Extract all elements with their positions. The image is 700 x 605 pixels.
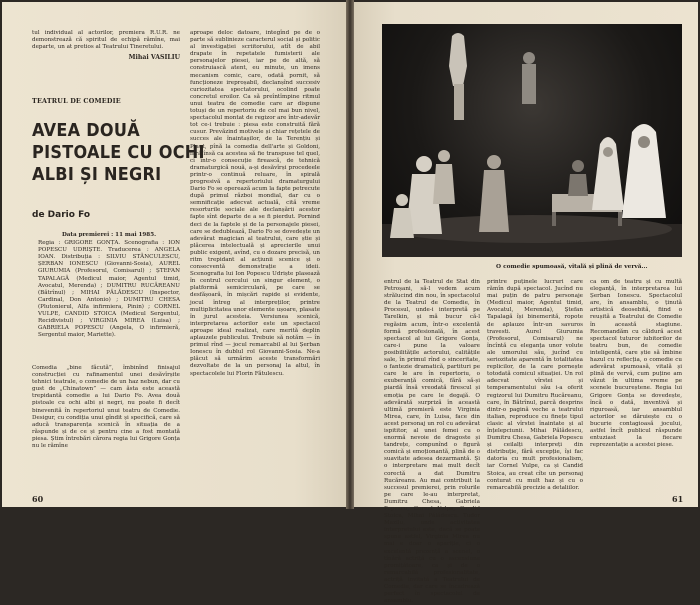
right-column-3 — [590, 279, 682, 491]
right-page — [354, 2, 698, 605]
credits-text: Regia : GRIGORE GONȚA. Scenografia : ION POPESCU UDRIȘTE. Traducerea : ANGELA IOAN. Distribuția : SILVIU STĂNCULESCU, ȘERBAN IONESCU (Giovanni-Sosia), AUREL GIURUMIA (Profesorul, Comisarul) ; ȘTEFAN TAPALAGĂ (Medicul maior, Agentul timid, Avocatul, Merenda) ; DUMITRU RUCĂREANU (Bătrînul) ; MIHAI PĂLĂDESCU (Inspector, Cardinal, Don Antonio) ; DUMITRU CHESA (Plutonierul, Alfa infirmiera, Pinin) ; CORNEL VULPE, CANDID STOICA (Medicul Sergentul, Recidivistul) ; VIRGINIA MIREA (Luisa) ; GABRIELA POPESCU (Angela, O infirmieră, Sergentul maior, Mariette). — [38, 240, 180, 339]
page-number-left: 60 — [32, 494, 44, 504]
title-line-2: PISTOALE CU OCHI — [32, 143, 205, 163]
right-col2-text: printre puținele lucruri care rămîn după spectacol. Jucînd nu mai puțin de patru personaje (Medicul maior, Agentul timid, Avocatul, Merenda), Ștefan Tapalagă își binemerită, ropote de aplauze într-un savuros travesti. Aurel Giurumia (Profesorul, Comisarul) ne încîntă cu eleganța unor volute ale umorului său, jucînd cu seriozitate aparentă în totalitatea replicilor, de la care pornește totodată comicul situației. Un rol adecvat vîrstei și temperamentului său i-a oferit regizorul lui Dumitru Rucăreanu, care, în Bătrînul, parcă desprins dintr-o pagină veche a teatrului italian, reproduce cu finețe tipul clasic al vîrstei înaintate și al înțelepciunii. Mihai Pălădescu, Dumitru Chesa, Gabriela Popescu și ceilalți interpreți din distribuție, fără excepție, își fac datoria cu mult profesionalism, iar Cornel Vulpe, ca și Candid Stoica, au creat cîte un personaj conturat cu mult haz și cu o remarcabilă precizie a detaliilor. — [487, 279, 583, 491]
right-column-1 — [384, 279, 480, 605]
right-col1-text: entrul de la Teatrul de Stat din Petroșani, să-l vedem acum strălucind din nou, în spectacolul de la Teatrul de Comedie, în Procesul, unde-i interpretă pe Tarelkin, și mă bucur că-l regăsim acum, într-o excelentă formă profesională, în acest spectacol al lui Grigore Gonța, care-i pune la valoare posibilitățile actorului, calitățile sale, în primul rînd o sinceritate, o fantezie dramatică, partituri pe care le are în repertoriu, o exuberanță comică, fără să-și piardă însă vreodată firescul și emoția pe care le degajă. O adevărată surpriză în această ultimă premieră este Virginia Mirea, care, în Luisa, face din acest personaj un rol cu adevărat ispititor, al unei femei cu o enormă nevoie de dragoste și tandrețe, compunînd o figură comică și emoționantă, plină de o suavitate adesea dezarmantă. Și o interpretare mai mult decît corectă a dat Dumitru Rucăreanu. Au mai contribuit la succesul premierei, prin rolurile pe care le-au interpretat, Dumitru Chesa, Gabriela Popescu, Cornel Vulpe, Candid Stoica, Mihai Pălădescu. Tudor Mazilu, unde activitatea interpretului este, dacă se poate spune astfel, Virginia Mirea nu mai e doar o apariție, ci o excelentă prezență a scenei, o tînără actriță cu o ascensiune promițătoare, ca și de o remarcabilă profesionalitate, actriță invitată a Teatrului de Comedie, dar care se încadrează perfect în spectacolul de ansamblu. — [384, 279, 480, 605]
body-text: Comedia „bine făcută”, îmbinînd finisajul construcției cu rafinamentul unei desăvîrșite tehnici teatrale, o comedie de un haz nebun, dar cu gust de „Chinatown” — cam ăsta este această trepidantă comedie a lui Dario Fo. Avea două pistoale cu ochi albi și negri, nu poate fi decît binevenită în repertoriul unui teatru de Comedie. Desigur, cu condiția unui gîndit și specifică, care să aducă transparența scenică în situația de a răspunde și de ce și pentru cine a fost montată piesa. Știm întrebări cărora regia lui Grigore Gonța nu le rămîne — [32, 365, 180, 450]
body-column-left — [32, 365, 180, 450]
stage-photo — [382, 24, 682, 257]
page-number-right: 61 — [672, 494, 684, 504]
intro-text: tul individual al actorilor, premiera R.U.R. ne demonstrează că spiritul de echipă rămîne, mai departe, un at pretios al Teatrului Tineretului. — [32, 30, 180, 51]
right-column-2 — [487, 279, 583, 491]
right-col3-text: ca om de teatru și cu multă eleganță, în interpretarea lui Șerban Ionescu. Spectacolul are, în ansamblu, o ținută artistică deosebită, fiind o reușită a Teatrului de Comedie în această stagiune. Recomandăm cu căldură acest spectacol tuturor iubitorilor de teatru bun, de comedie inteligentă, care știe să îmbine hazul cu reflecția, o comedie cu adevărat spumoasă, vitală și plină de vervă, cum puține am văzut în ultima vreme pe scenele bucureștene. Regia lui Grigore Gonța se dovedește, încă o dată, inventivă și riguroasă, iar ansamblul actorilor se dăruiește cu o bucurie contagioasă jocului, astfel încît publicul răspunde entuziast la fiecare reprezentație a acestei piese. — [590, 279, 682, 449]
title-line-1: AVEA DOUĂ — [32, 121, 140, 141]
body-column-right — [190, 30, 320, 478]
byline: de Dario Fo — [32, 210, 91, 220]
photo-caption: O comedie spumoasă, vitală și plină de vervă... — [496, 264, 648, 270]
stage-photo-illustration — [382, 24, 682, 257]
credits-block — [38, 232, 180, 339]
intro-signature: Mihai VASILIU — [128, 54, 180, 62]
intro-column — [32, 30, 180, 61]
title-line-3: ALBI ȘI NEGRI — [32, 165, 162, 185]
book-spine — [346, 0, 354, 509]
article-title — [32, 120, 205, 186]
premiere-date: Data premierei : 11 mai 1985. — [61, 232, 157, 238]
section-label: TEATRUL DE COMEDIE — [32, 97, 121, 105]
column-2-text: aproape deloc datoare, integînd pe de o parte să sublinieze caracterul social și politic al investigației scriitorului, atît de abil drapate în repetatele fumisterii ale personajelor piesei, iar pe de altă, să construiască atent, eu minute, un imens mecanism comic, care, odată pornit, să funcționeze ireproșabil, declanșînd succesiv curiozitatea spectatorului, ocolind poate concretul eroilor. Ca să preîntîmpine ritmul unui teatru de comedie care ar dispune totuși de un repertoriu de cel mai bun nivel, spectacolul montat de regizor are într-adevăr tot ce-i trebuie : piesa este construită fără cusur. Prevăzind motivele și chiar rețetele de succes ale înaintașilor, de la Terențiu și Plaut, pînă la comedia dell'arte și Goldoni, fără însă ca acestea să fie transpuse tel quel, ci într-o consecuție firească, de tehnică dramaturgică nouă, a-și desăvîrși procedeele printr-o continuă reluare, în spirală progresivă a repertoriului dramaturgului Dario Fo se operează acum la fapte petrecute după primul război mondial, dar cu o semnificație adecvat actuală, cită vreme resorturile sociale ale declanșării acestor fapte sînt departe de a se fi pierdut. Pornind deci de la faptele și de la personajele piesei, care se dedublează, Dario Fo se dovedește un adevărat magician al teatrului, care știe și plăcerea intelectuală și aprecierile unui public exigent, avînd, cu o dozare precisă, un ritm trepidant al acțiunii scenice și o consecventă demonstrație a ideii. Scenografia lui Ion Popescu Udriște plasează în centrul cercului un singur element, o platformă semicirculară, pe care se desfășoară, în mișcări rapide și evidente, jocul întreg al interpreților, printre multiplicitatea unor elemente ușoare, plasate în jurul acesteia. Versiunea scenică, interpretarea actorilor este un spectacol aproape ideal realizat, care merită deplin aplauzele publicului. Trebuie să notăm — în primul rînd — jocul remarcabil al lui Șerban Ionescu în dublul rol Giovanni-Sosia. Ne-a plăcut să urmărim aceste transformări dezvoltate de la un personaj la altul, în spectacolele lui Florin Fătulescu. — [190, 30, 320, 377]
left-page — [2, 2, 346, 507]
